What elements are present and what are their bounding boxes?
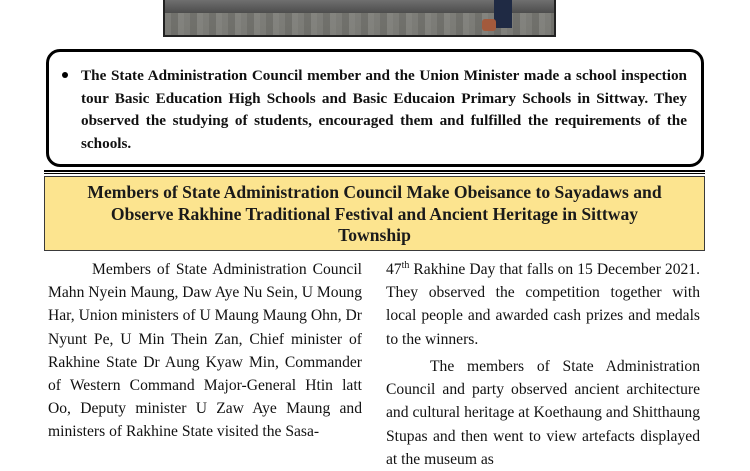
inspection-photo [163, 0, 556, 37]
article-headline [44, 176, 705, 251]
headline-title: Members of State Administration Council Make Obeisance to Sayadaws and Observe Rakhine Traditional Festival and Ancient Heritage in Sittway Township [87, 182, 662, 246]
para1-text: Rakhine Day that falls on 15 December 2021. They observed the competition together with local people and awarded cash prizes and medals to the winners. [386, 261, 700, 348]
ordinal-suffix: th [401, 259, 410, 271]
summary-text: The State Administration Council member and the Union Minister made a school inspection tour Basic Education High Schools and Basic Educaion Primary Schools in Sittway. They observed the studying of students, encouraged them and fulfilled the requirements of the schools. [81, 67, 687, 152]
photo-figure [494, 0, 512, 28]
article-column-right-para2: The members of State Administration Council and party observed ancient architecture and cultural heritage at Koethaung and Shitthaung Stupas and then went to view artefacts displayed at the museum as [386, 358, 700, 468]
summary-callout [46, 49, 704, 167]
article-column-right-para1 [386, 258, 700, 351]
divider-top [44, 170, 705, 172]
rakhine-day-number: 47 [386, 261, 402, 278]
photo-sandal [482, 19, 496, 31]
divider-top-thin [44, 173, 705, 174]
bullet-icon [62, 72, 68, 78]
article-column-left: Members of State Administration Council Mahn Nyein Maung, Daw Aye Nu Sein, U Moung Har, Union ministers of U Maung Maung Ohn, Dr Nyunt Pe, U Min Thein Zan, Chief minister of Rakhine State Dr Aung Kyaw Min, Commander of Western Command Major-General Htin latt Oo, Deputy minister U Zaw Aye Maung and ministers of Rakhine State visited the Sasa- [48, 261, 362, 441]
